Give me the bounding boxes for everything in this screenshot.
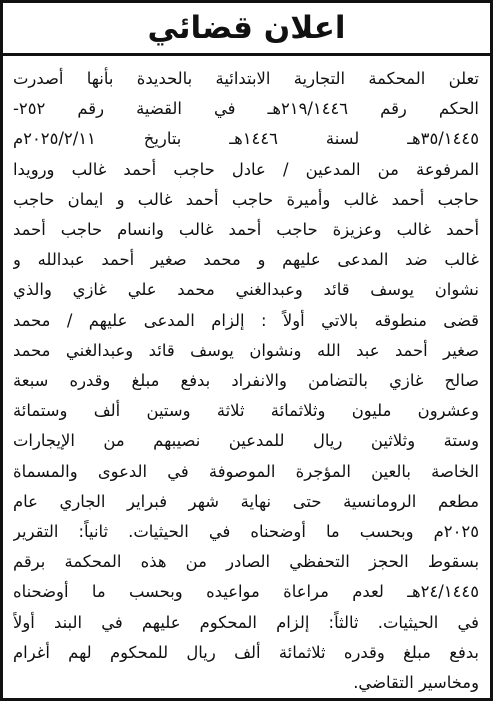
notice-line: وعشرون مليون وثلاثمائة ثلاثة وستين ألف وستمائة bbox=[13, 401, 479, 421]
notice-line: قضى منطوقه بالاتي أولاً : إلزام المدعى عليهم / محمد bbox=[13, 310, 479, 330]
notice-line: ٢٠٢٥م وبحسب ما أوضحناه في الحيثيات. ثانياً: التقرير bbox=[13, 522, 479, 542]
notice-line: الخاصة بالعين المؤجرة الموصوفة في الدعوى والمسماة bbox=[13, 461, 479, 481]
notice-line: بدفع مبلغ وقدره ثلاثمائة ألف ريال للمحكوم لهم أغرام bbox=[13, 642, 479, 662]
notice-line: ومخاسير التقاضي. bbox=[353, 673, 479, 693]
notice-line: في الحيثيات. ثالثاً: إلزام المحكوم عليهم في البند أولاً bbox=[13, 612, 479, 632]
notice-line: المرفوعة من المدعين / عادل حاجب أحمد غالب ورويدا bbox=[13, 159, 479, 179]
notice-line: حاجب أحمد غالب وأميرة حاجب أحمد غالب و ايمان حاجب bbox=[13, 189, 479, 209]
notice-line: بسقوط الحجز التحفظي الصادر من هذه المحكمة برقم bbox=[13, 552, 479, 572]
notice-line: ٣٥/١٤٤٥هـ لسنة ١٤٤٦هـ بتاريخ ٢٠٢٥/٢/١١م bbox=[13, 129, 479, 149]
notice-line: الحكم رقم ٢١٩/١٤٤٦هـ في القضية رقم ٢٥٢- bbox=[13, 99, 479, 119]
notice-line: صالح غازي بالتضامن والانفراد بدفع مبلغ وقدره سبعة bbox=[13, 371, 479, 391]
notice-header bbox=[3, 3, 490, 56]
notice-line: نشوان يوسف قائد وعبدالغني محمد علي غازي والذي bbox=[13, 280, 479, 300]
notice-line: صغير أحمد عبد الله ونشوان يوسف قائد وعبدالغني محمد bbox=[13, 340, 479, 360]
notice-title: اعلان قضائي bbox=[147, 9, 346, 46]
notice-line: أحمد غالب وعزيزة حاجب أحمد غالب وانسام حاجب أحمد bbox=[13, 220, 479, 240]
notice-line: وستة وثلاثين ريال للمدعين نصيبهم من الإيجارات bbox=[13, 431, 479, 451]
notice-body bbox=[3, 56, 490, 698]
notice-line: ٢٤/١٤٤٥هـ لعدم مراعاة مواعيده وبحسب ما أوضحناه bbox=[13, 582, 479, 602]
notice-line: تعلن المحكمة التجارية الابتدائية بالحديدة بأنها أصدرت bbox=[13, 69, 479, 88]
notice-line: غالب ضد المدعى عليهم و محمد صغير أحمد عبدالله و bbox=[13, 250, 479, 270]
notice-line: مطعم الرومانسية حتى نهاية شهر فبراير الجاري عام bbox=[13, 491, 479, 511]
